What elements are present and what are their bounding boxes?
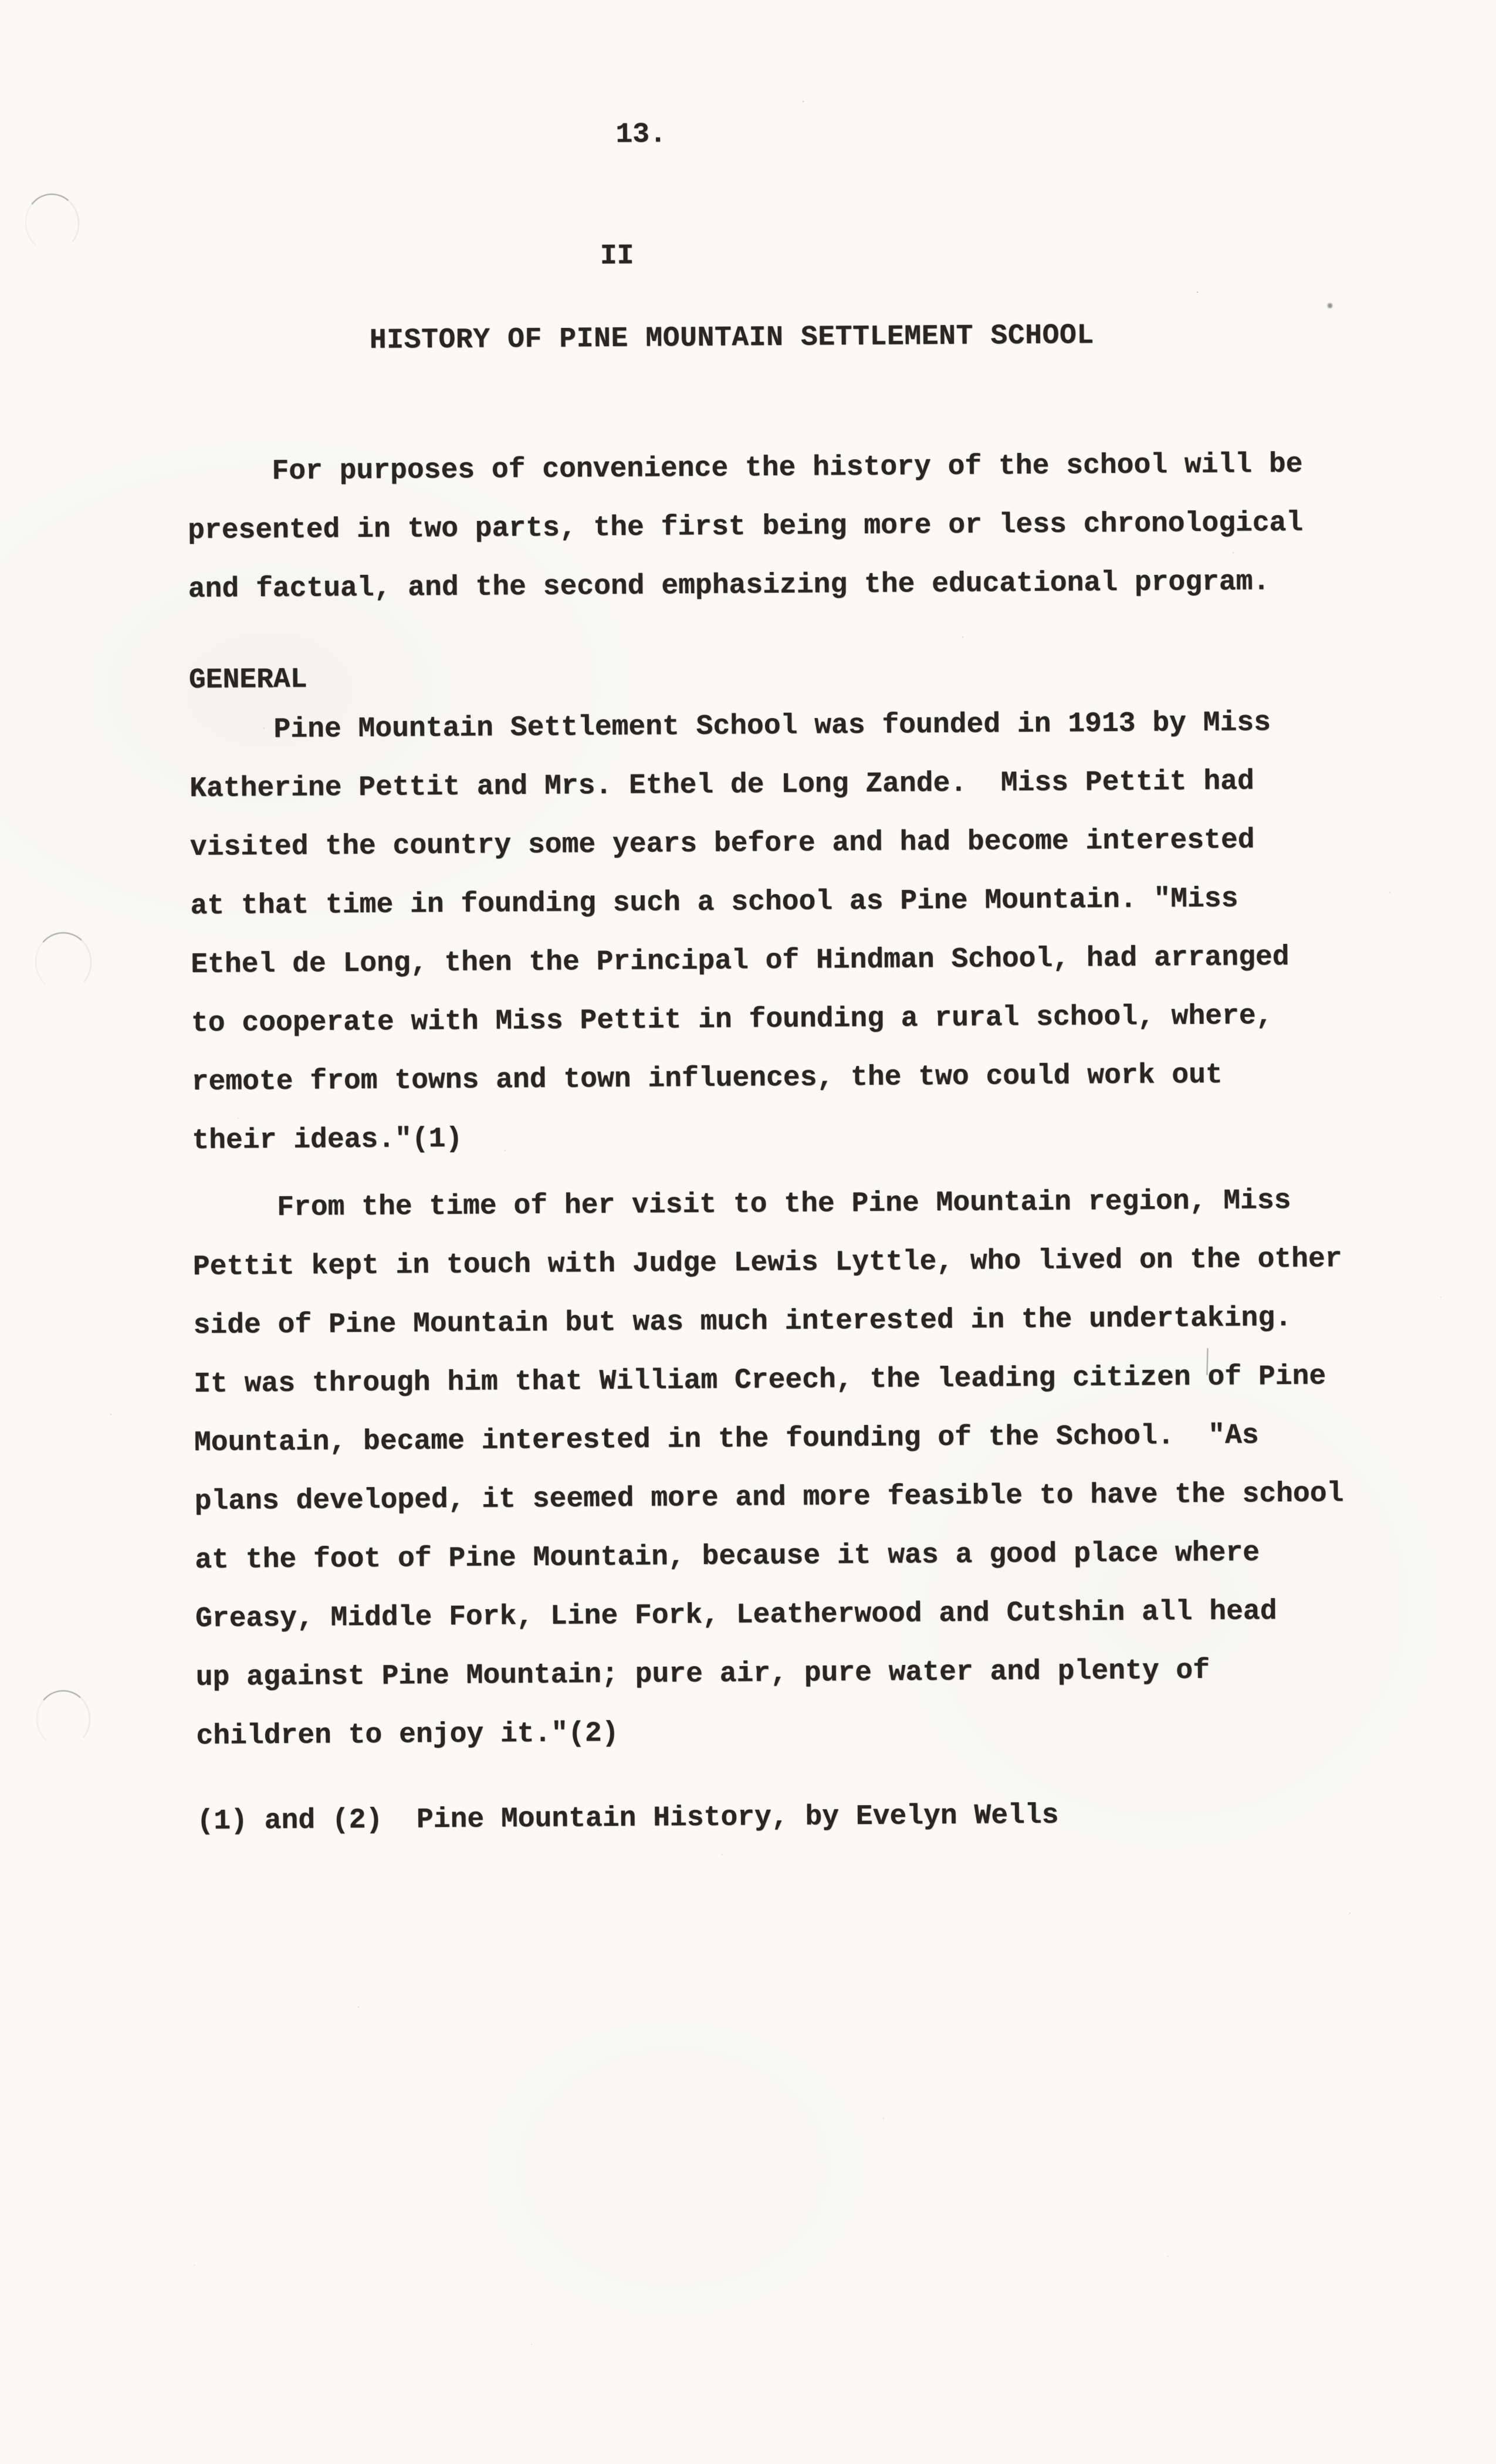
text-line: at the foot of Pine Mountain, because it was a good place where <box>195 1537 1260 1576</box>
text-line: visited the country some years before and had become interested <box>189 824 1255 864</box>
text-line: Pettit kept in touch with Judge Lewis Lyttle, who lived on the other <box>192 1243 1342 1283</box>
text-line: From the time of her visit to the Pine Mountain region, Miss <box>192 1184 1291 1224</box>
document-title: HISTORY OF PINE MOUNTAIN SETTLEMENT SCHOOL <box>369 320 1095 357</box>
text-line: up against Pine Mountain; pure air, pure water and plenty of <box>195 1654 1210 1694</box>
text-line: to cooperate with Miss Pettit in founding a rural school, where, <box>191 1000 1273 1040</box>
text-line: Ethel de Long, then the Principal of Hindman School, had arranged <box>191 941 1289 981</box>
footnote: (1) and (2) Pine Mountain History, by Evelyn Wells <box>197 1799 1059 1837</box>
section-heading: GENERAL <box>188 664 307 697</box>
text-line: their ideas."(1) <box>192 1123 463 1157</box>
text-line: plans developed, it seemed more and more feasible to have the school <box>194 1478 1344 1518</box>
text-line: remote from towns and town influences, the two could work out <box>191 1059 1223 1098</box>
text-body <box>187 446 1441 1863</box>
text-line: children to enjoy it."(2) <box>196 1717 619 1752</box>
text-line: side of Pine Mountain but was much interested in the undertaking. <box>193 1302 1292 1342</box>
text-line: It was through him that William Creech, the leading citizen of Pine <box>194 1360 1326 1400</box>
text-line: For purposes of convenience the history of the school will be <box>187 448 1303 489</box>
text-line: Greasy, Middle Fork, Line Fork, Leatherwood and Cutshin all head <box>195 1596 1277 1635</box>
section-number: II <box>600 240 634 273</box>
text-line: Pine Mountain Settlement School was founded in 1913 by Miss <box>189 707 1271 747</box>
text-line: and factual, and the second emphasizing the educational program. <box>188 566 1270 606</box>
text-line: presented in two parts, the first being more or less chronological <box>187 507 1304 547</box>
text-line: Katherine Pettit and Mrs. Ethel de Long Zande. Miss Pettit had <box>189 766 1255 805</box>
page-number: 13. <box>615 119 667 151</box>
text-line: at that time in founding such a school as Pine Mountain. "Miss <box>190 883 1238 923</box>
text-line: Mountain, became interested in the founding of the School. "As <box>194 1420 1259 1459</box>
